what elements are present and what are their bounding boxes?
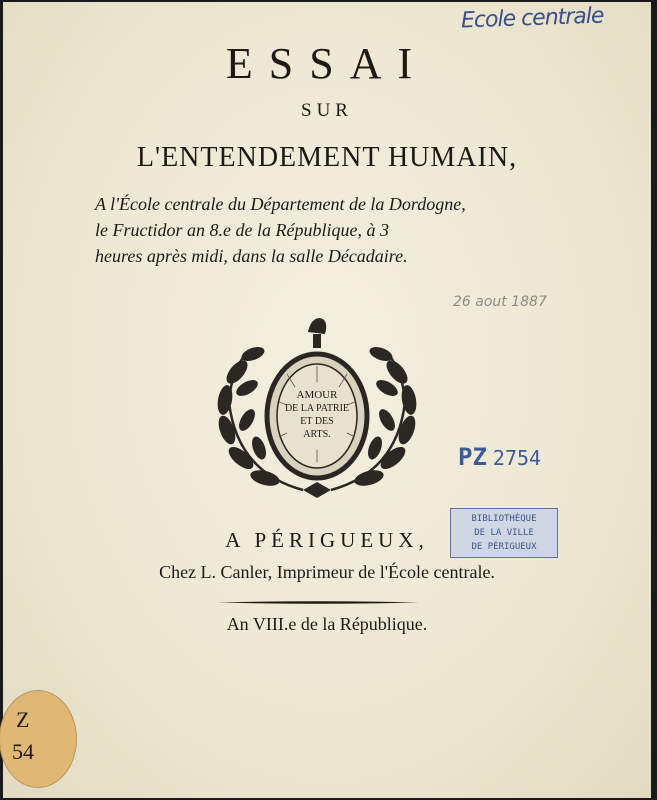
info-line-2: le Fructidor an 8.e de la République, à 3 bbox=[95, 220, 389, 240]
stamp-line-3: DE PÉRIGUEUX bbox=[471, 542, 537, 552]
motto-line-4: ARTS. bbox=[303, 429, 331, 440]
place-of-publication: A PÉRIGUEUX, bbox=[225, 528, 429, 552]
stamp-line-2: DE LA VILLE bbox=[474, 528, 534, 538]
info-line-3: heures après midi, dans la salle Décadaire. bbox=[95, 246, 408, 266]
stamp-line-1: BIBLIOTHÈQUE bbox=[471, 514, 537, 524]
shelfmark-prefix: PZ bbox=[458, 443, 487, 471]
shelfmark-number: 2754 bbox=[492, 446, 542, 470]
shelf-label-line-1: Z bbox=[16, 707, 30, 732]
subtitle: L'ENTENDEMENT HUMAIN, bbox=[136, 142, 518, 173]
handwritten-date: 26 aout 1887 bbox=[453, 294, 547, 310]
ornamental-rule bbox=[217, 601, 419, 604]
shelf-label-line-2: 54 bbox=[12, 739, 34, 764]
shelf-label bbox=[0, 690, 77, 788]
publication-year: An VIII.e de la République. bbox=[226, 614, 428, 634]
motto-line-3: ET DES bbox=[300, 416, 334, 427]
medallion-icon bbox=[267, 354, 367, 478]
shelfmark bbox=[458, 443, 541, 471]
wreath-emblem bbox=[207, 312, 427, 504]
title: ESSAI bbox=[225, 39, 429, 88]
motto-line-2: DE LA PATRIE bbox=[284, 403, 350, 414]
liberty-cap-icon bbox=[308, 318, 326, 348]
document-page bbox=[3, 2, 651, 798]
info-line-1: A l'École centrale du Département de la Dordogne, bbox=[95, 194, 466, 214]
motto-line-1: AMOUR bbox=[296, 389, 338, 401]
handwritten-note-top: Ecole centrale bbox=[460, 3, 604, 34]
printer-line: Chez L. Canler, Imprimeur de l'École centrale. bbox=[159, 562, 495, 582]
title-sur: SUR bbox=[301, 100, 353, 121]
